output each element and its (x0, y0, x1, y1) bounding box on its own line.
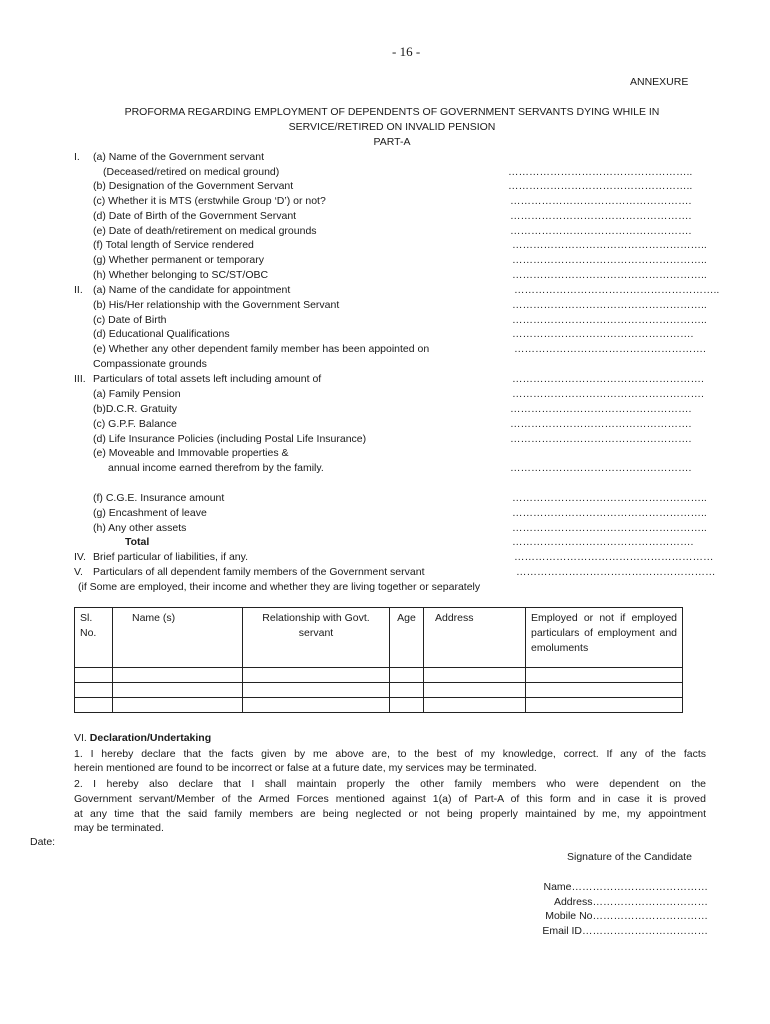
fill-line: …………………………………………….. (508, 166, 693, 178)
declaration-para2-line4: may be terminated. (74, 822, 164, 834)
fill-line: ……………………………………………….. (512, 492, 707, 504)
row-num: III. (74, 373, 86, 385)
fill-line: ………………………………………………. (512, 373, 704, 385)
fill-line: ………………………………………………… (516, 566, 716, 578)
row-text: (d) Date of Birth of the Government Servant (93, 210, 297, 222)
total-label: Total (125, 536, 150, 548)
fill-line: ……………………………………………….. (512, 239, 707, 251)
row-text: (e) Date of death/retirement on medical grounds (93, 225, 317, 237)
row-num: I. (74, 151, 80, 163)
fill-line: ……………………………………………. (510, 433, 692, 445)
fill-line: ……………………………………………. (510, 462, 692, 474)
row-text: (c) Date of Birth (93, 314, 167, 326)
row-text: Particulars of total assets left including amount of (93, 373, 322, 385)
mobile-field[interactable]: Mobile No…………………………… (545, 910, 708, 922)
header-relationship: Relationship with Govt. servant (243, 608, 390, 668)
row-text: (a) Name of the candidate for appointment (93, 284, 291, 296)
row-text: (h) Whether belonging to SC/ST/OBC (93, 269, 269, 281)
row-text: (f) C.G.E. Insurance amount (93, 492, 225, 504)
table-row[interactable] (75, 683, 683, 698)
row-text: (Deceased/retired on medical ground) (103, 166, 280, 178)
row-text: (a) Family Pension (93, 388, 181, 400)
signature-label: Signature of the Candidate (567, 851, 692, 863)
row-text: (g) Whether permanent or temporary (93, 254, 264, 266)
email-field[interactable]: Email ID……………………………… (542, 925, 708, 937)
header-employed: Employed or not if employed particulars of employment and emoluments (526, 608, 683, 668)
fill-line: ………………………………………………… (514, 551, 714, 563)
row-text: (d) Educational Qualifications (93, 328, 230, 340)
table-row[interactable] (75, 668, 683, 683)
part-label: PART-A (373, 136, 411, 148)
row-num: II. (74, 284, 83, 296)
row-text: Brief particular of liabilities, if any. (93, 551, 249, 563)
table-header-row (75, 608, 683, 668)
header-name: Name (s) (113, 608, 243, 668)
row-text: (b) Designation of the Government Servant (93, 180, 294, 192)
document-title-line2: SERVICE/RETIRED ON INVALID PENSION (288, 121, 496, 133)
fill-line: ……………………………………………….. (512, 314, 707, 326)
name-field[interactable]: Name………………………………… (543, 881, 708, 893)
fill-line: ……………………………………………. (512, 536, 694, 548)
row-text: (a) Name of the Government servant (93, 151, 264, 163)
declaration-num: VI. (74, 732, 87, 744)
fill-line: ……………………………………………….. (512, 507, 707, 519)
fill-line: ……………………………………………. (510, 225, 692, 237)
date-label: Date: (30, 836, 56, 848)
fill-line: ………………………………………………. (514, 343, 706, 355)
fill-line: ………………………………………………….. (514, 284, 720, 296)
row-text: (f) Total length of Service rendered (93, 239, 254, 251)
page-number: - 16 - (392, 44, 421, 59)
fill-line: ………………………………………………. (512, 388, 704, 400)
row-text: (e) Moveable and Immovable properties & (93, 447, 289, 459)
row-num: V. (74, 566, 83, 578)
fill-line: ……………………………………………….. (512, 299, 707, 311)
declaration-para1-line1: 1. I hereby declare that the facts given by me above are, to the best of my knowledge, correct. If any of the facts (74, 748, 706, 760)
fill-line: ……………………………………………….. (512, 522, 707, 534)
row-text: Particulars of all dependent family members of the Government servant (93, 566, 425, 578)
row-text: (b)D.C.R. Gratuity (93, 403, 178, 415)
fill-line: ……………………………………………. (510, 403, 692, 415)
annexure-label: ANNEXURE (630, 76, 689, 88)
row-text: (g) Encashment of leave (93, 507, 207, 519)
fill-line: ……………………………………………. (510, 210, 692, 222)
family-members-table (74, 607, 683, 713)
fill-line: ……………………………………………. (510, 195, 692, 207)
declaration-para2-line2: Government servant/Member of the Armed Forces mentioned against 1(a) of Part-A of this form and in case it is proved (74, 793, 706, 805)
row-text: Compassionate grounds (93, 358, 207, 370)
fill-line: ……………………………………………. (512, 328, 694, 340)
row-text: (c) Whether it is MTS (erstwhile Group ‘D’) or not? (93, 195, 326, 207)
header-age: Age (390, 608, 424, 668)
row-text: (h) Any other assets (93, 522, 187, 534)
row-text: (c) G.P.F. Balance (93, 418, 177, 430)
row-text: (b) His/Her relationship with the Government Servant (93, 299, 340, 311)
fill-line: …………………………………………….. (508, 180, 693, 192)
declaration-para2-line1: 2. I hereby also declare that I shall maintain properly the other family members who were dependent on the (74, 778, 706, 790)
declaration-para1-line2: herein mentioned are found to be incorrect or false at a future date, my services may be terminated. (74, 762, 537, 774)
row-text: annual income earned therefrom by the family. (108, 462, 324, 474)
document-title: PROFORMA REGARDING EMPLOYMENT OF DEPENDENTS OF GOVERNMENT SERVANTS DYING WHILE IN (124, 106, 660, 118)
fill-line: ……………………………………………. (510, 418, 692, 430)
header-address: Address (424, 608, 526, 668)
row-text: (e) Whether any other dependent family member has been appointed on (93, 343, 430, 355)
declaration-para2-line3: at any time that the said family members are being neglected or not being properly maintained by me, my appointment (74, 808, 706, 820)
row-num: IV. (74, 551, 86, 563)
fill-line: ……………………………………………….. (512, 254, 707, 266)
row-text: (if Some are employed, their income and whether they are living together or separately (78, 581, 481, 593)
address-field[interactable]: Address…………………………… (553, 896, 708, 908)
declaration-heading (74, 732, 211, 744)
fill-line: ……………………………………………….. (512, 269, 707, 281)
row-text: (d) Life Insurance Policies (including Postal Life Insurance) (93, 433, 367, 445)
header-sl-no: Sl. No. (75, 608, 113, 668)
table-row[interactable] (75, 698, 683, 713)
declaration-title: Declaration/Undertaking (89, 732, 212, 744)
